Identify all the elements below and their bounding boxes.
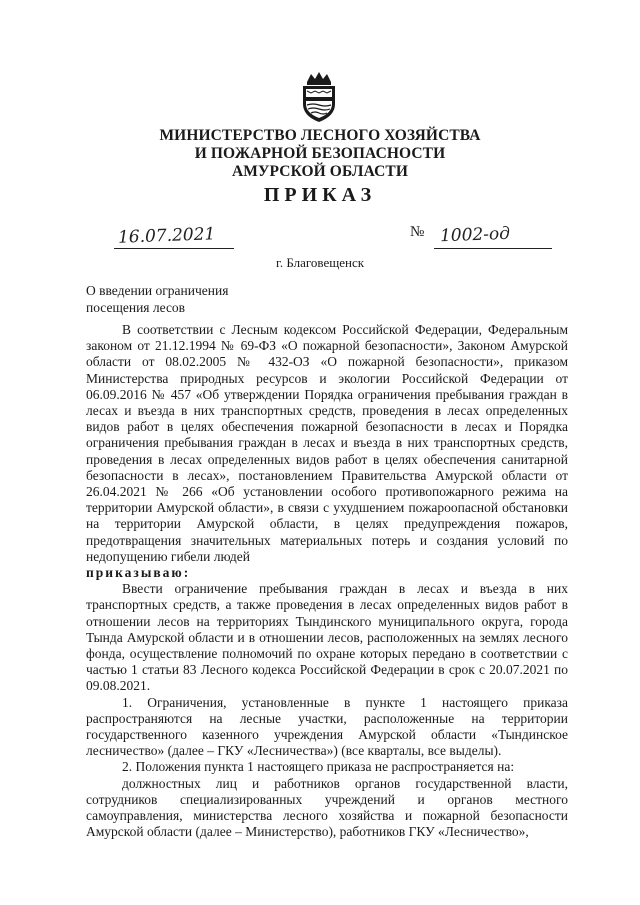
subject-line-2: посещения лесов	[86, 300, 186, 315]
preamble-paragraph: В соответствии с Лесным кодексом Российской Федерации, Федеральным законом от 21.12.1994 № 69-ФЗ «О пожарной безопасности», Законом Амурской области от 08.02.2005 № 432-ОЗ «О пожарной безопасности», приказом Министерства природных ресурсов и экологии Российской Федерации от 06.09.2016 № 457 «Об утверждении Порядка ограничения пребывания граждан в лесах и въезда в них транспортных средств, проведения в лесах определенных видов работ в целях обеспечения пожарной безопасности в лесах и Порядка ограничения пребывания граждан в лесах и въезда в них транспортных средств, проведения в лесах определенных видов работ в целях обеспечения санитарной безопасности в лесах», постановлением Правительства Амурской области от 26.04.2021 № 266 «Об установлении особого противопожарного режима на территории Амурской области», в связи с ухудшением пожароопасной обстановки на территории Амурской области, в целях предупреждения пожаров, предотвращения значительных материальных потерь и создания условий по недопущению гибели людей	[86, 322, 568, 564]
paragraph-1: 1. Ограничения, установленные в пункте 1 настоящего приказа распространяются на лесные участки, расположенные на территории государственного казенного учреждения Амурской области «Тындинское лесничество» (далее – ГКУ «Лесничества») (все кварталы, все выделы).	[86, 694, 568, 759]
city-name: г. Благовещенск	[275, 255, 365, 270]
number-field	[434, 223, 552, 249]
number-label: №	[410, 224, 425, 240]
ministry-line-1: МИНИСТЕРСТВО ЛЕСНОГО ХОЗЯЙСТВА	[159, 127, 481, 144]
order-subject	[86, 282, 228, 316]
date-field	[114, 226, 234, 249]
ministry-line-2: И ПОЖАРНОЙ БЕЗОПАСНОСТИ	[194, 145, 446, 162]
paragraph-2: 2. Положения пункта 1 настоящего приказа не распространяется на:	[122, 759, 515, 775]
order-body	[86, 322, 568, 841]
handwritten-number: 1002-од	[439, 223, 511, 247]
order-word: приказываю:	[86, 565, 191, 581]
paragraph-2-item: должностных лиц и работников органов государственной власти, сотрудников специализированных учреждений и органов местного самоуправления, министерства лесного хозяйства и пожарной безопасности Амурской области (далее – Министерство), работников ГКУ «Лесничество»,	[86, 775, 568, 840]
ministry-name	[0, 127, 640, 181]
amur-region-coat-of-arms-icon	[297, 70, 341, 124]
main-paragraph: Ввести ограничение пребывания граждан в лесах и въезда в них транспортных средств, а также проведения в лесах определенных видов работ в отношении лесов на территориях Тындинского муниципального округа, города Тында Амурской области и в отношении лесов, расположенных на землях лесного фонда, осуществление полномочий по охране которых передано в соответствии с частью 1 статьи 83 Лесного кодекса Российской Федерации в срок с 20.07.2021 по 09.08.2021.	[86, 581, 568, 694]
subject-line-1: О введении ограничения	[86, 283, 229, 298]
handwritten-date: 16.07.2021	[117, 224, 216, 248]
document-type-title: ПРИКАЗ	[263, 184, 377, 206]
ministry-line-3: АМУРСКОЙ ОБЛАСТИ	[232, 163, 408, 180]
